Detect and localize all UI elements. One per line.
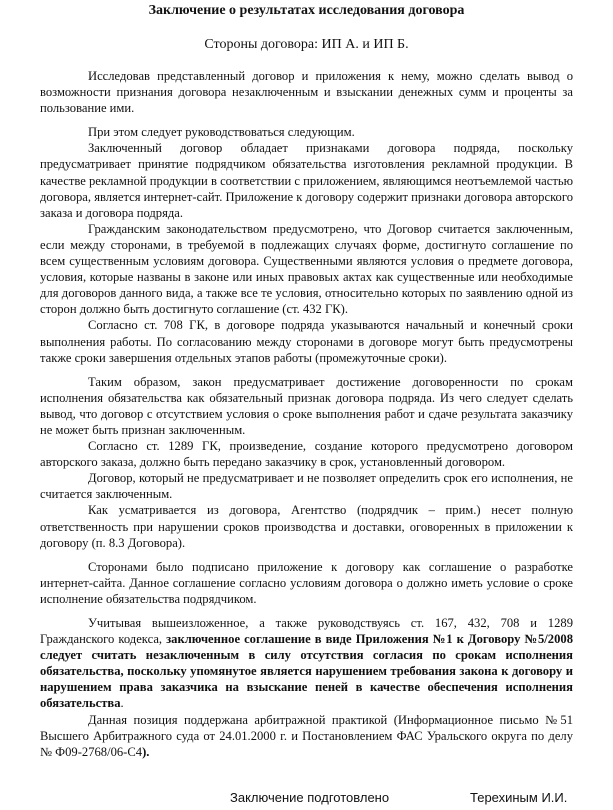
footer-author-name: Терехиным И.И. [470, 790, 568, 805]
practice-plain-text: Данная позиция поддержана арбитражной практикой (Информационное письмо №51 Высшего Арбитражного суда от 24.01.2000 г. и Постановлением ФАС Уральского округа по делу № Ф09-2768/06-С4 [40, 712, 573, 759]
paragraph-legislation: Гражданским законодательством предусмотрено, что Договор считается заключенным, если между сторонами, в требуемой в подлежащих случаях форме, достигнуто соглашение по всем существенным условиям договора. Существенными являются условия о предмете договора, условия, которые названы в законе или иных правовых актах как существенные или необходимые для договоров данного вида, а также все те условия, относительно которых по заявлению одной из сторон должно быть достигнуто соглашение (ст. 432 ГК). [40, 221, 573, 317]
paragraph-annex: Сторонами было подписано приложение к договору как соглашение о разработке интернет-сайта. Данное соглашение согласно условиям договора о должно иметь условие о сроке исполнение обязательства подрядчиком. [40, 559, 573, 606]
conclusion-plain-text: Учитывая вышеизложенное, а также руководствуясь ст. 167, 432, 708 и 1289 Гражданского кодекса, [40, 616, 573, 647]
paragraph-article-708: Согласно ст. 708 ГК, в договоре подряда указываются начальный и конечный сроки выполнения работы. По согласованию между сторонами в договоре могут быть предусмотрены также сроки завершения отдельных этапов работы (промежуточные сроки). [40, 318, 573, 365]
paragraph-intro: Исследовав представленный договор и приложения к нему, можно сделать вывод о возможности признания договора незаключенным и взыскании денежных сумм и проценты за пользование ими. [40, 69, 573, 116]
conclusion-end-text: . [120, 696, 124, 711]
conclusion-bold-text: заключенное соглашение в виде Приложения №1 к Договору №5/2008 следует считать незаключенным в силу отсутствия согласия по срокам исполнения обязательства, поскольку упомянутое является нарушением требования закона к договору и нарушением права заказчика на взыскание пеней в качестве обеспечения исполнения обязательства [40, 632, 573, 711]
paragraph-conclusion-terms: Таким образом, закон предусматривает достижение договоренности по срокам исполнения обязательства как обязательный признак договора подряда. Из чего следует сделать вывод, что договор с отсутствием условия о сроке выполнения работ и сдаче результата заказчику не может быть признан заключенным. [40, 374, 573, 437]
document-parties: Стороны договора: ИП А. и ИП Б. [204, 37, 409, 52]
footer-prepared-by-label: Заключение подготовлено [230, 790, 390, 805]
practice-end-text: ). [142, 744, 150, 759]
paragraph-agency: Как усматривается из договора, Агентство (подрядчик – прим.) несет полную ответственность при нарушении сроков производства и доставки, оговоренных в приложении к договору (п. 8.3 Договора). [40, 503, 573, 550]
paragraph-arbitration-practice [40, 712, 573, 760]
paragraph-guidance: При этом следует руководствоваться следующим. [88, 125, 355, 140]
paragraph-final-conclusion [40, 615, 573, 712]
paragraph-contract-type: Заключенный договор обладает признаками договора подряда, поскольку предусматривает принятие подрядчиком обязательства изготовления рекламной продукции. В качестве рекламной продукции в соответствии с приложением, являющимся неотъемлемой частью договора, является интернет-сайт. Приложение к договору содержит признаки договора авторского заказа и договора подряда. [40, 141, 573, 220]
document-title: Заключение о результатах исследования договора [148, 3, 465, 18]
paragraph-article-1289: Согласно ст. 1289 ГК, произведение, создание которого предусмотрено договором авторского заказа, должно быть передано заказчику в срок, установленный договором. [40, 439, 573, 470]
document-body [40, 68, 573, 760]
paragraph-no-term: Договор, который не предусматривает и не позволяет определить срок его исполнения, не считается заключенным. [40, 471, 573, 502]
document-footer [0, 790, 613, 806]
